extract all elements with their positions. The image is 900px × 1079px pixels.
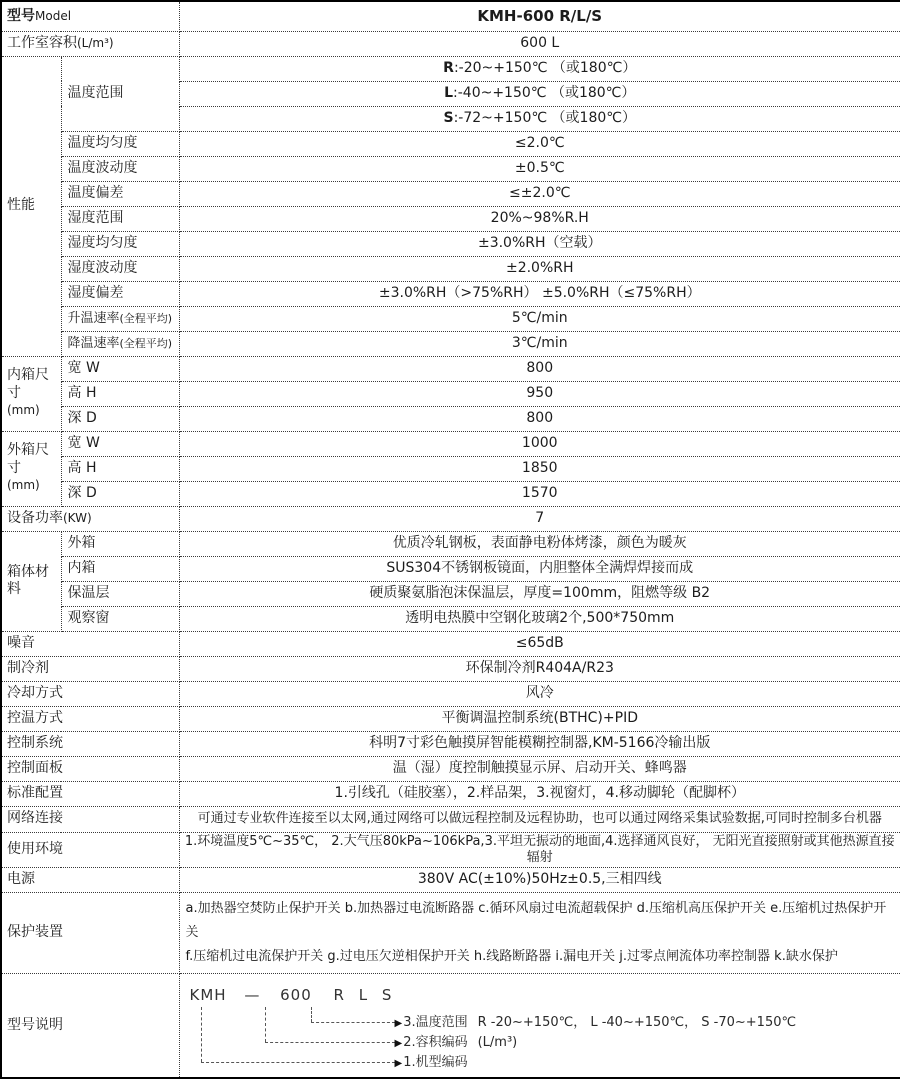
row-standard-config <box>1 781 900 806</box>
temp-control-method-value: 平衡调温控制系统(BTHC)+PID <box>179 706 900 731</box>
material-insulation-value: 硬质聚氨脂泡沫保温层，厚度=100mm，阻燃等级 B2 <box>179 581 900 606</box>
legend-connector-line-2 <box>265 1007 266 1042</box>
heatup-rate-value: 5℃/min <box>179 306 900 331</box>
model-code <box>190 986 397 1005</box>
heatup-rate-label <box>61 306 179 331</box>
model-label-en: Model <box>35 9 71 23</box>
material-inner-label: 内箱 <box>61 556 179 581</box>
row-environment <box>1 832 900 868</box>
cooldown-rate-label-suffix: (全程平均) <box>120 337 173 350</box>
inner-dims-group-label <box>1 356 61 431</box>
environment-value: 1.环境温度5℃~35℃， 2.大气压80kPa~106kPa,3.平坦无振动的地面,4.选择通风良好， 无阳光直接照射或其他热源直接辐射 <box>179 832 900 868</box>
model-value: KMH-600 R/L/S <box>179 1 900 31</box>
volume-label <box>1 31 179 56</box>
row-protection <box>1 893 900 974</box>
humidity-range-label: 湿度范围 <box>61 206 179 231</box>
row-inner-depth <box>1 406 900 431</box>
control-system-value: 科明7寸彩色触摸屏智能模糊控制器,KM-5166冷输出版 <box>179 731 900 756</box>
cooldown-rate-value: 3℃/min <box>179 331 900 356</box>
volume-label-cn: 工作室容积 <box>7 35 77 51</box>
row-heatup-rate <box>1 306 900 331</box>
power-supply-value: 380V AC(±10%)50Hz±0.5,三相四线 <box>179 868 900 893</box>
heatup-rate-label-cn: 升温速率 <box>68 311 120 326</box>
protection-line-2: f.压缩机过电流保护开关 g.过电压欠逆相保护开关 h.线路断路器 i.漏电开关 j.过零点闸流体功率控制器 k.缺水保护 <box>186 945 895 969</box>
row-humidity-fluctuation <box>1 256 900 281</box>
legend-connector-line-1 <box>201 1007 202 1062</box>
row-humidity-uniformity <box>1 231 900 256</box>
material-window-value: 透明电热膜中空钢化玻璃2个,500*750mm <box>179 606 900 631</box>
model-code-volume: 600 <box>280 986 312 1005</box>
row-temp-fluctuation <box>1 156 900 181</box>
cooling-method-value: 风冷 <box>179 681 900 706</box>
refrigerant-value: 环保制冷剂R404A/R23 <box>179 656 900 681</box>
humidity-deviation-value: ±3.0%RH（>75%RH） ±5.0%RH（≤75%RH） <box>179 281 900 306</box>
network-value: 可通过专业软件连接至以太网,通过网络可以做远程控制及远程协助，也可以通过网络采集试验数据,可同时控制多台机器 <box>179 806 900 832</box>
row-inner-width <box>1 356 900 381</box>
material-inner-value: SUS304不锈钢板镜面，内胆整体全满焊焊接而成 <box>179 556 900 581</box>
row-model-legend <box>1 974 900 1078</box>
row-material-window <box>1 606 900 631</box>
legend-connector-line-3 <box>311 1007 312 1022</box>
temp-range-label: 温度范围 <box>61 56 179 131</box>
arrow-right-icon: ▶ <box>395 1058 403 1069</box>
control-system-label: 控制系统 <box>1 731 179 756</box>
outer-depth-value: 1570 <box>179 481 900 506</box>
legend-entry-volume-code <box>395 1035 518 1051</box>
outer-height-value: 1850 <box>179 456 900 481</box>
temp-range-l-key: L <box>444 85 453 101</box>
legend-connector-hline-3 <box>311 1022 395 1023</box>
noise-value: ≤65dB <box>179 631 900 656</box>
model-label <box>1 1 179 31</box>
humidity-fluctuation-value: ±2.0%RH <box>179 256 900 281</box>
humidity-deviation-label: 湿度偏差 <box>61 281 179 306</box>
legend-entry-temp-range-label: 3.温度范围 <box>403 1015 467 1030</box>
temp-range-s-rest: :-72~+150℃ （或180℃） <box>454 110 636 126</box>
row-inner-height <box>1 381 900 406</box>
legend-connector-hline-1 <box>201 1062 395 1063</box>
inner-height-value: 950 <box>179 381 900 406</box>
legend-entry-temp-range <box>395 1015 797 1031</box>
legend-entry-temp-range-detail: R -20~+150℃， L -40~+150℃， S -70~+150℃ <box>478 1015 796 1030</box>
temp-range-s-key: S <box>444 110 454 126</box>
humidity-range-value: 20%~98%R.H <box>179 206 900 231</box>
temp-control-method-label: 控温方式 <box>1 706 179 731</box>
model-code-variants: R L S <box>334 986 397 1005</box>
material-outer-label: 外箱 <box>61 531 179 556</box>
volume-label-unit: (L/m³) <box>77 36 114 50</box>
model-legend-label: 型号说明 <box>1 974 179 1078</box>
temp-range-r-rest: :-20~+150℃ （或180℃） <box>454 60 636 76</box>
model-code-dash: — <box>244 986 260 1005</box>
refrigerant-label: 制冷剂 <box>1 656 179 681</box>
row-humidity-deviation <box>1 281 900 306</box>
outer-dims-group-cn: 外箱尺寸 <box>7 442 49 476</box>
row-temp-deviation <box>1 181 900 206</box>
power-label-unit: (KW) <box>63 511 92 525</box>
humidity-uniformity-label: 湿度均匀度 <box>61 231 179 256</box>
temp-range-l-value <box>179 81 900 106</box>
row-outer-depth <box>1 481 900 506</box>
material-window-label: 观察窗 <box>61 606 179 631</box>
temp-range-r-key: R <box>443 60 454 76</box>
protection-value <box>179 893 900 974</box>
row-material-insulation <box>1 581 900 606</box>
outer-height-label: 高 H <box>61 456 179 481</box>
row-network <box>1 806 900 832</box>
temp-range-l-rest: :-40~+150℃ （或180℃） <box>453 85 635 101</box>
noise-label: 噪音 <box>1 631 179 656</box>
inner-height-label: 高 H <box>61 381 179 406</box>
protection-line-1: a.加热器空焚防止保护开关 b.加热器过电流断路器 c.循环风扇过电流超载保护 d.压缩机高压保护开关 e.压缩机过热保护开关 <box>186 897 895 945</box>
control-panel-value: 温（湿）度控制触摸显示屏、启动开关、蜂鸣器 <box>179 756 900 781</box>
arrow-right-icon: ▶ <box>395 1018 403 1029</box>
temp-deviation-value: ≤±2.0℃ <box>179 181 900 206</box>
legend-entry-machine-code <box>395 1055 478 1071</box>
inner-dims-group-cn: 内箱尺寸 <box>7 367 49 401</box>
temp-uniformity-label: 温度均匀度 <box>61 131 179 156</box>
temp-range-r-value <box>179 56 900 81</box>
temp-range-s-value <box>179 106 900 131</box>
control-panel-label: 控制面板 <box>1 756 179 781</box>
cooling-method-label: 冷却方式 <box>1 681 179 706</box>
inner-dims-unit: (mm) <box>7 403 40 417</box>
temp-deviation-label: 温度偏差 <box>61 181 179 206</box>
cooldown-rate-label-cn: 降温速率 <box>68 336 120 351</box>
cooldown-rate-label <box>61 331 179 356</box>
row-cooling-method <box>1 681 900 706</box>
inner-depth-label: 深 D <box>61 406 179 431</box>
row-refrigerant <box>1 656 900 681</box>
power-label-cn: 设备功率 <box>7 510 63 526</box>
network-label: 网络连接 <box>1 806 179 832</box>
row-humidity-range <box>1 206 900 231</box>
row-power-supply <box>1 868 900 893</box>
row-outer-width <box>1 431 900 456</box>
outer-depth-label: 深 D <box>61 481 179 506</box>
heatup-rate-label-suffix: (全程平均) <box>120 312 173 325</box>
standard-config-value: 1.引线孔（硅胶塞），2.样品架，3.视窗灯，4.移动脚轮（配脚杯） <box>179 781 900 806</box>
row-material-inner <box>1 556 900 581</box>
outer-dims-unit: (mm) <box>7 478 40 492</box>
model-legend-wrap <box>180 974 900 1076</box>
standard-config-label: 标准配置 <box>1 781 179 806</box>
row-noise <box>1 631 900 656</box>
row-outer-height <box>1 456 900 481</box>
performance-group-label: 性能 <box>1 56 61 356</box>
row-volume <box>1 31 900 56</box>
power-value: 7 <box>179 506 900 531</box>
row-temp-control-method <box>1 706 900 731</box>
outer-width-label: 宽 W <box>61 431 179 456</box>
humidity-uniformity-value: ±3.0%RH（空载） <box>179 231 900 256</box>
row-cooldown-rate <box>1 331 900 356</box>
outer-dims-group-label <box>1 431 61 506</box>
outer-width-value: 1000 <box>179 431 900 456</box>
materials-group-label: 箱体材料 <box>1 531 61 631</box>
volume-value: 600 L <box>179 31 900 56</box>
row-material-outer <box>1 531 900 556</box>
row-model <box>1 1 900 31</box>
temp-fluctuation-label: 温度波动度 <box>61 156 179 181</box>
environment-label: 使用环境 <box>1 832 179 868</box>
inner-width-label: 宽 W <box>61 356 179 381</box>
legend-entry-volume-code-label: 2.容积编码 <box>403 1035 467 1050</box>
model-code-prefix: KMH <box>190 986 227 1005</box>
humidity-fluctuation-label: 湿度波动度 <box>61 256 179 281</box>
legend-entry-volume-code-detail: (L/m³) <box>478 1035 518 1050</box>
inner-width-value: 800 <box>179 356 900 381</box>
temp-fluctuation-value: ±0.5℃ <box>179 156 900 181</box>
power-label <box>1 506 179 531</box>
power-supply-label: 电源 <box>1 868 179 893</box>
material-outer-value: 优质冷轧钢板，表面静电粉体烤漆，颜色为暖灰 <box>179 531 900 556</box>
row-power <box>1 506 900 531</box>
arrow-right-icon: ▶ <box>395 1038 403 1049</box>
row-control-system <box>1 731 900 756</box>
model-label-cn: 型号 <box>7 8 35 24</box>
protection-label: 保护装置 <box>1 893 179 974</box>
inner-depth-value: 800 <box>179 406 900 431</box>
row-temp-range-r <box>1 56 900 81</box>
temp-uniformity-value: ≤2.0℃ <box>179 131 900 156</box>
legend-entry-machine-code-label: 1.机型编码 <box>403 1055 467 1070</box>
material-insulation-label: 保温层 <box>61 581 179 606</box>
row-control-panel <box>1 756 900 781</box>
model-legend-diagram <box>179 974 900 1078</box>
row-temp-uniformity <box>1 131 900 156</box>
legend-connector-hline-2 <box>265 1042 395 1043</box>
